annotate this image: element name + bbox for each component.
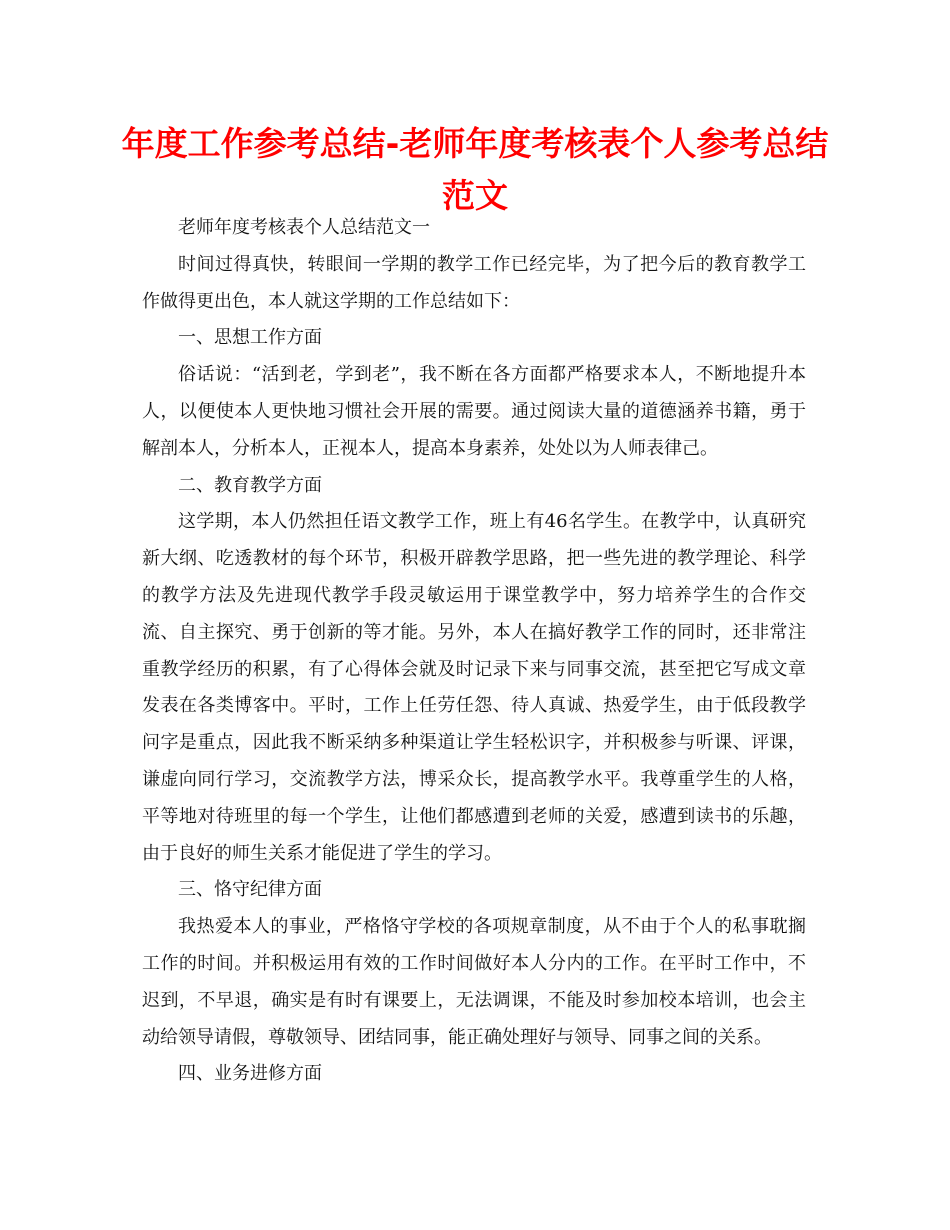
section-text-teaching: 这学期，本人仍然担任语文教学工作，班上有46名学生。在教学中，认真研究新大纲、吃透教材的每个环节，积极开辟教学思路，把一些先进的教学理论、科学的教学方法及先进现代教学手段灵敏运用于课堂教学中，努力培养学生的合作交流、自主探究、勇于创新的等才能。另外，本人在搞好教学工作的同时，还非常注重教学经历的积累，有了心得体会就及时记录下来与同事交流，甚至把它写成文章发表在各类博客中。平时，工作上任劳任怨、待人真诚、热爱学生，由于低段教学问字是重点，因此我不断采纳多种渠道让学生轻松识字，并积极参与听课、评课，谦虚向同行学习，交流教学方法，博采众长，提高教学水平。我尊重学生的人格，平等地对待班里的每一个学生，让他们都感遭到老师的关爱，感遭到读书的乐趣，由于良好的师生关系才能促进了学生的学习。 — [142, 511, 806, 864]
section-heading-discipline: 三、恪守纪律方面 — [178, 879, 322, 901]
intro-paragraph: 时间过得真快，转眼间一学期的教学工作已经完毕，为了把今后的教育教学工作做得更出色，本人就这学期的工作总结如下： — [142, 253, 806, 312]
document-title: 年度工作参考总结-老师年度考核表个人参考总结范文 — [121, 124, 829, 215]
section-heading-thought: 一、思想工作方面 — [178, 327, 322, 349]
section-text-thought: 俗话说：“活到老，学到老”，我不断在各方面都严格要求本人，不断地提升本人，以便使本人更快地习惯社会开展的需要。通过阅读大量的道德涵养书籍，勇于解剖本人，分析本人，正视本人，提高本身素养，处处以为人师表律己。 — [142, 364, 806, 459]
section-heading-teaching: 二、教育教学方面 — [178, 474, 322, 496]
document-body — [142, 210, 806, 1093]
section-heading-study: 四、业务进修方面 — [178, 1063, 322, 1085]
document-subtitle: 老师年度考核表个人总结范文一 — [178, 217, 430, 238]
section-text-discipline: 我热爱本人的事业，严格恪守学校的各项规章制度，从不由于个人的私事耽搁工作的时间。并积极运用有效的工作时间做好本人分内的工作。在平时工作中，不迟到，不早退，确实是有时有课要上，无法调课，不能及时参加校本培训，也会主动给领导请假，尊敬领导、团结同事，能正确处理好与领导、同事之间的关系。 — [142, 916, 806, 1048]
